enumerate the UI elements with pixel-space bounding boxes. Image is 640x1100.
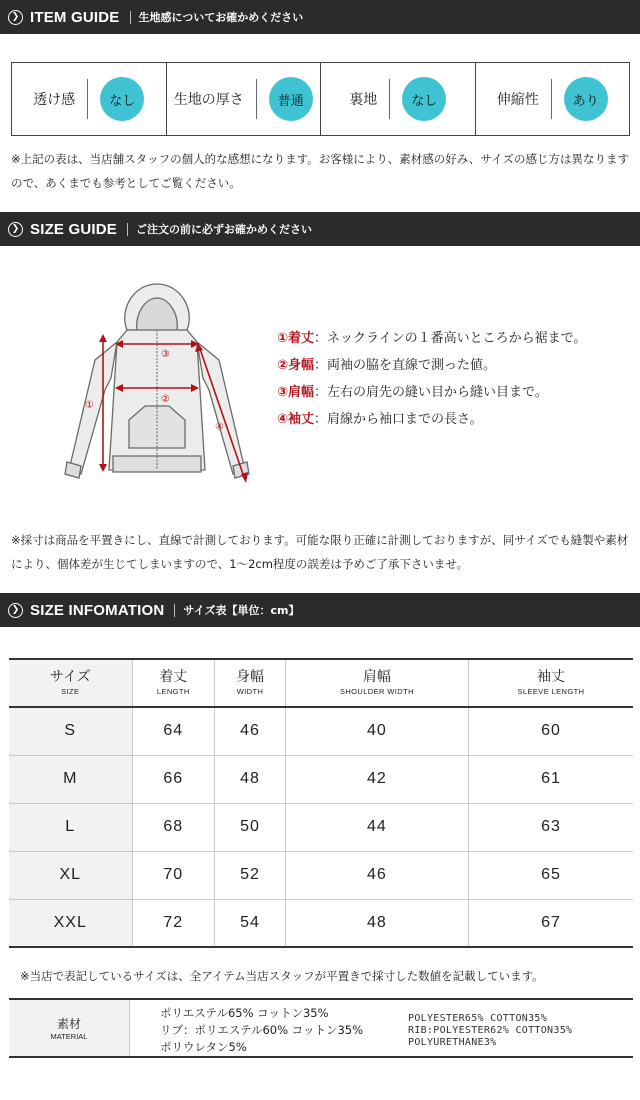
table-cell: 44 bbox=[285, 803, 468, 851]
column-header-shoulder bbox=[285, 659, 468, 707]
hoodie-diagram bbox=[55, 280, 265, 495]
divider bbox=[389, 79, 390, 119]
item-guide-badge: なし bbox=[100, 77, 144, 121]
legend-key: ③肩幅 bbox=[277, 385, 315, 400]
chevron-right-icon: ❯ bbox=[8, 10, 23, 25]
size-cell: M bbox=[9, 755, 132, 803]
material-line: ポリエステル65% コットン35% bbox=[160, 1006, 329, 1020]
table-cell: 54 bbox=[215, 899, 286, 947]
size-info-header bbox=[0, 593, 640, 627]
item-guide-cell-stretch bbox=[476, 63, 630, 135]
table-row bbox=[9, 803, 633, 851]
diagram-mark-length: ① bbox=[85, 400, 94, 411]
table-cell: 64 bbox=[132, 707, 215, 755]
table-cell: 50 bbox=[215, 803, 286, 851]
item-guide-label: 裏地 bbox=[349, 92, 378, 108]
table-cell: 40 bbox=[285, 707, 468, 755]
diagram-mark-width: ② bbox=[161, 394, 170, 405]
column-header-en: WIDTH bbox=[236, 687, 264, 696]
material-en bbox=[400, 1000, 572, 1056]
item-guide-note: ※上記の表は、当店舗スタッフの個人的な感想になります。お客様により、素材感の好み、サイズの感じ方は異なりますので、あくまでも参考としてご覧ください。 bbox=[11, 152, 629, 190]
size-cell: S bbox=[9, 707, 132, 755]
item-guide-badge: なし bbox=[402, 77, 446, 121]
legend-text: ：両袖の脇を直線で測った値。 bbox=[314, 358, 497, 373]
material-ja bbox=[130, 1000, 400, 1056]
chevron-right-icon: ❯ bbox=[8, 222, 23, 237]
divider bbox=[551, 79, 552, 119]
legend-item bbox=[277, 325, 586, 352]
material-line: RIB:POLYESTER62% COTTON35% bbox=[408, 1025, 573, 1036]
divider bbox=[256, 79, 257, 119]
material-header bbox=[9, 1000, 130, 1056]
size-cell: XXL bbox=[9, 899, 132, 947]
column-header-ja: 着丈 bbox=[159, 669, 188, 685]
column-header-en: SHOULDER WIDTH bbox=[339, 687, 414, 696]
item-guide-badge: あり bbox=[564, 77, 608, 121]
item-guide-table bbox=[11, 62, 630, 136]
column-header-size bbox=[9, 659, 132, 707]
item-guide-cell-lining bbox=[321, 63, 476, 135]
table-header-row bbox=[9, 659, 633, 707]
column-header-length bbox=[132, 659, 215, 707]
size-guide-title: SIZE GUIDE bbox=[30, 220, 118, 238]
size-cell: XL bbox=[9, 851, 132, 899]
column-header-en: LENGTH bbox=[156, 687, 190, 696]
column-header-ja: 袖丈 bbox=[536, 669, 565, 685]
item-guide-badge: 普通 bbox=[269, 77, 313, 121]
item-guide-header bbox=[0, 0, 640, 34]
diagram-mark-shoulder: ③ bbox=[161, 349, 170, 360]
size-table bbox=[9, 658, 633, 948]
legend-text: ：ネックラインの１番高いところから裾まで。 bbox=[314, 331, 587, 346]
material-label-ja: 素材 bbox=[56, 1017, 81, 1031]
column-header-sleeve bbox=[468, 659, 633, 707]
item-guide-cell-transparency bbox=[12, 63, 167, 135]
size-info-note: ※当店で表記しているサイズは、全アイテム当店スタッフが平置きで採寸した数値を記載しています。 bbox=[20, 969, 544, 983]
table-row bbox=[9, 707, 633, 755]
size-guide-header bbox=[0, 212, 640, 246]
table-cell: 60 bbox=[541, 722, 561, 740]
material-label-en: MATERIAL bbox=[50, 1032, 88, 1041]
material-table bbox=[9, 998, 633, 1058]
legend-text: ：肩線から袖口までの長さ。 bbox=[314, 412, 483, 427]
table-row bbox=[9, 899, 633, 947]
legend-item bbox=[277, 379, 586, 406]
size-info-subtitle: サイズ表【単位：cm】 bbox=[183, 604, 300, 617]
divider bbox=[87, 79, 88, 119]
material-line: POLYURETHANE3% bbox=[408, 1037, 497, 1048]
column-header-ja: サイズ bbox=[49, 669, 91, 685]
column-header-width bbox=[215, 659, 286, 707]
table-cell: 67 bbox=[541, 913, 561, 931]
table-cell: 46 bbox=[285, 851, 468, 899]
table-cell: 63 bbox=[541, 818, 561, 835]
item-guide-cell-thickness bbox=[167, 63, 322, 135]
column-header-ja: 肩幅 bbox=[362, 669, 391, 685]
table-cell: 66 bbox=[132, 755, 215, 803]
legend-key: ②身幅 bbox=[277, 358, 315, 373]
column-header-en: SLEEVE LENGTH bbox=[517, 687, 585, 696]
size-guide-subtitle: ご注文の前に必ずお確かめください bbox=[136, 223, 313, 236]
material-line: リブ：ポリエステル60% コットン35% bbox=[160, 1023, 364, 1037]
table-row bbox=[9, 851, 633, 899]
header-divider bbox=[130, 11, 131, 24]
column-header-en: SIZE bbox=[61, 687, 80, 696]
item-guide-subtitle: 生地感についてお確かめください bbox=[138, 11, 304, 24]
table-cell: 46 bbox=[215, 707, 286, 755]
header-divider bbox=[127, 223, 128, 236]
legend-item bbox=[277, 406, 586, 433]
header-divider bbox=[174, 604, 175, 617]
table-cell: 65 bbox=[541, 866, 561, 883]
item-guide-label: 透け感 bbox=[33, 92, 76, 108]
legend-key: ①着丈 bbox=[277, 331, 315, 346]
table-cell: 70 bbox=[132, 851, 215, 899]
table-cell: 68 bbox=[132, 803, 215, 851]
table-cell: 48 bbox=[285, 899, 468, 947]
legend-key: ④袖丈 bbox=[277, 412, 315, 427]
material-line: POLYESTER65% COTTON35% bbox=[408, 1013, 548, 1024]
table-row bbox=[9, 755, 633, 803]
diagram-mark-sleeve: ④ bbox=[215, 422, 224, 433]
material-line: ポリウレタン5% bbox=[160, 1040, 247, 1054]
legend-text: ：左右の肩先の縫い目から縫い目まで。 bbox=[314, 385, 548, 400]
column-header-ja: 身幅 bbox=[236, 669, 265, 685]
size-cell: L bbox=[9, 803, 132, 851]
size-guide-legend bbox=[277, 325, 586, 433]
table-cell: 48 bbox=[215, 755, 286, 803]
table-cell: 61 bbox=[541, 770, 561, 787]
chevron-right-icon: ❯ bbox=[8, 603, 23, 618]
table-cell: 72 bbox=[132, 899, 215, 947]
item-guide-label: 生地の厚さ bbox=[173, 92, 244, 108]
table-cell: 42 bbox=[285, 755, 468, 803]
size-info-title: SIZE INFOMATION bbox=[30, 601, 165, 619]
item-guide-label: 伸縮性 bbox=[496, 92, 539, 108]
item-guide-title: ITEM GUIDE bbox=[30, 8, 120, 26]
size-guide-note: ※採寸は商品を平置きにし、直線で計測しております。可能な限り正確に計測しておりますが、同サイズでも縫製や素材により、個体差が生じてしまいますので、1〜2cm程度の誤差は予めご了承下さいませ。 bbox=[11, 533, 629, 571]
legend-item bbox=[277, 352, 586, 379]
table-cell: 52 bbox=[215, 851, 286, 899]
